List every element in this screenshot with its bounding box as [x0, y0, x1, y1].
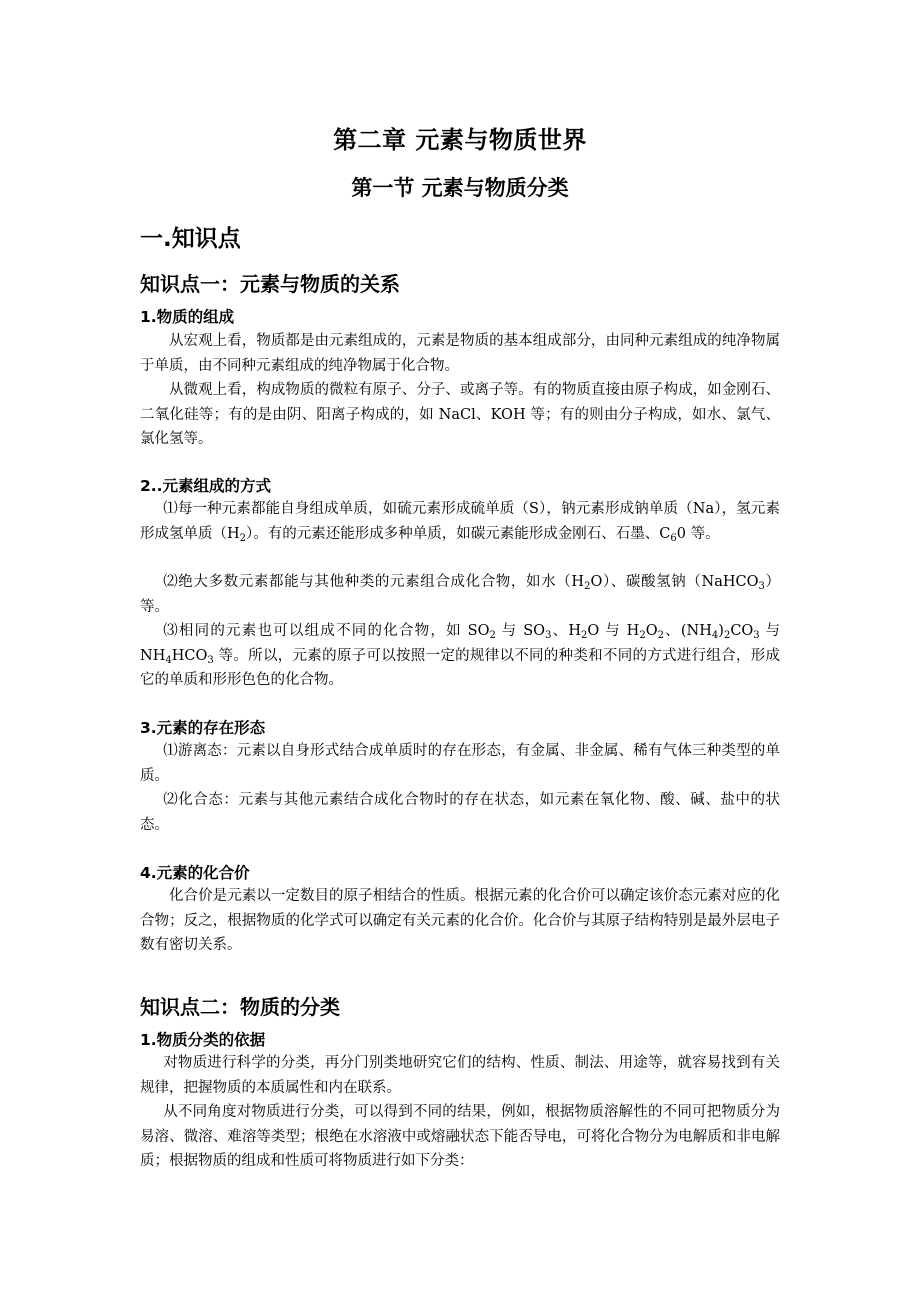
kp2-s1-p2: 从不同角度对物质进行分类，可以得到不同的结果，例如，根据物质溶解性的不同可把物质分为易溶、微溶、难溶等类型；根绝在水溶液中或熔融状态下能否导电，可将化合物分为电解质和非电解质；根据物质的组成和性质可将物质进行如下分类：	[140, 1104, 780, 1169]
kp2-s1-title: 1.物质分类的依据	[140, 1031, 266, 1049]
kp1-s1-p2: 从微观上看，构成物质的微粒有原子、分子、或离子等。有的物质直接由原子构成，如金刚石、二氧化硅等；有的是由阴、阳离子构成的，如 NaCl、KOH 等；有的则由分子构成，如水、氯气、氯化氢等。	[140, 382, 780, 447]
kp1-s1-p1: 从宏观上看，物质都是由元素组成的，元素是物质的基本组成部分，由同种元素组成的纯净物属于单质，由不同种元素组成的纯净物属于化合物。	[140, 333, 780, 374]
kp1-s2-p3: ⑶相同的元素也可以组成不同的化合物，如 $SO_2$ 与 $SO_3$、$H_2O$ 与 $H_2O_2$、$(NH_4)_2CO_3$ 与 $NH_4HCO_3$ 等。所以，元素的原子可以按照一定的规律以不同的种类和不同的方式进行组合，形成它的单质和形形色色的化合物。	[140, 623, 780, 688]
kp1-s1-title: 1.物质的组成	[140, 308, 235, 326]
kp1-s4-title: 4.元素的化合价	[140, 864, 250, 882]
kp1-s2-p2: ⑵绝大多数元素都能与其他种类的元素组合成化合物，如水$(H_2O)$、碳酸氢钠（NaHCO$_3$）等。	[140, 574, 780, 615]
kp1-s3-p1: ⑴游离态：元素以自身形式结合成单质时的存在形态，有金属、非金属、稀有气体三种类型的单质。	[140, 743, 780, 784]
kp2-heading: 知识点二：物质的分类	[140, 995, 340, 1019]
kp1-s4-p1: 化合价是元素以一定数目的原子相结合的性质。根据元素的化合价可以确定该价态元素对应的化合物；反之，根据物质的化学式可以确定有关元素的化合价。化合价与其原子结构特别是最外层电子数有密切关系。	[140, 888, 780, 953]
kp1-s2-title: 2..元素组成的方式	[140, 477, 272, 495]
kp1-s3-p2: ⑵化合态：元素与其他元素结合成化合物时的存在状态，如元素在氧化物、酸、碱、盐中的状态。	[140, 792, 780, 833]
kp2-s1-p1: 对物质进行科学的分类，再分门别类地研究它们的结构、性质、制法、用途等，就容易找到有关规律，把握物质的本质属性和内在联系。	[140, 1055, 780, 1096]
kp1-s3-title: 3.元素的存在形态	[140, 719, 266, 737]
chapter-title: 第二章 元素与物质世界	[333, 126, 587, 154]
section-title: 第一节 元素与物质分类	[351, 176, 569, 200]
kp1-s2-p1: ⑴每一种元素都能自身组成单质，如硫元素形成硫单质（S），钠元素形成钠单质（Na），氢元素形成氢单质$(H_2)$。有的元素还能形成多种单质，如碳元素能形成金刚石、石墨、$C_60$ 等。	[140, 501, 780, 544]
kp1-heading: 知识点一：元素与物质的关系	[140, 272, 400, 296]
part-heading: 一.知识点	[140, 226, 241, 252]
